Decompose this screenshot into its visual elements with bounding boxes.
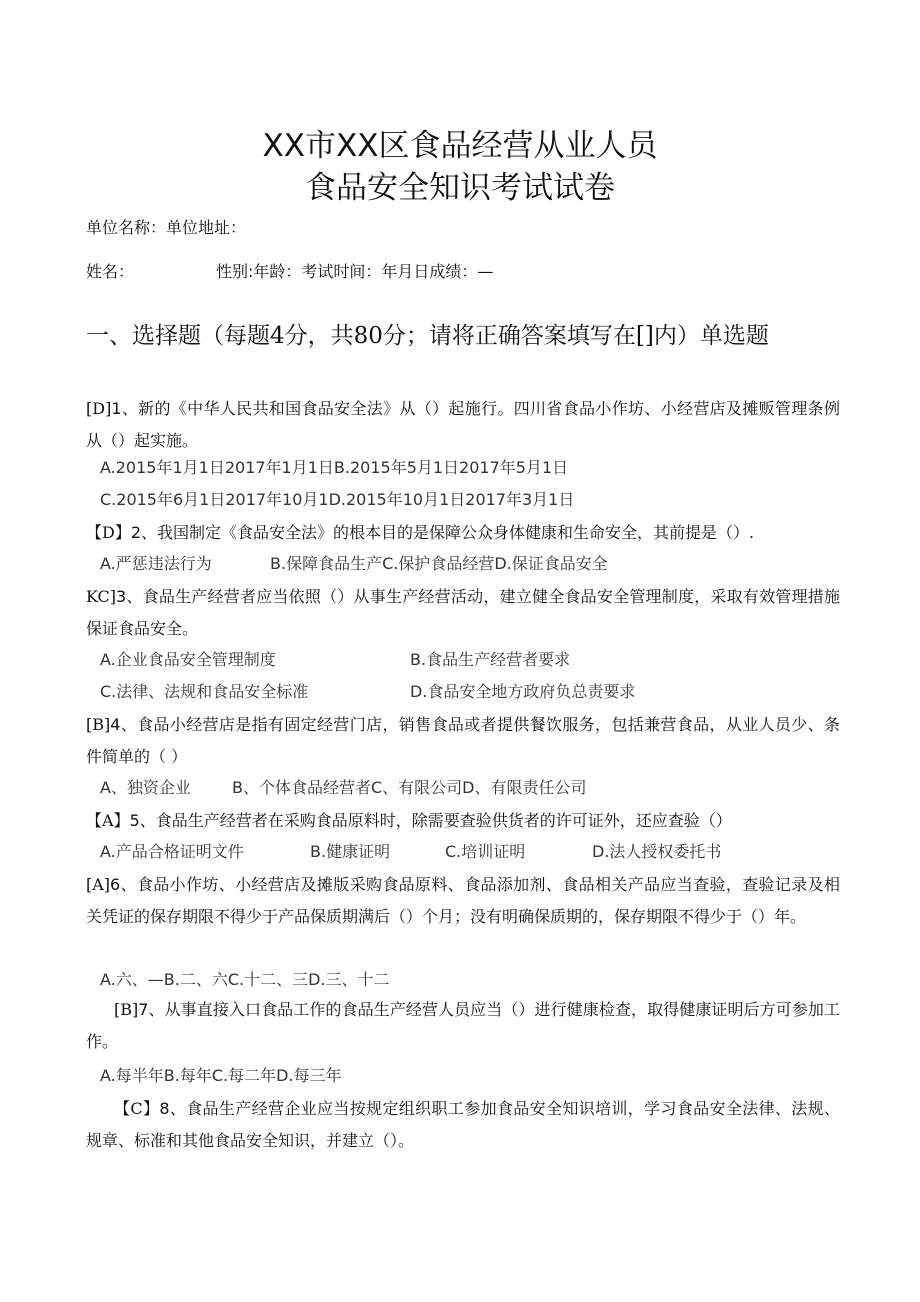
question-7-options: A.每半年B.每年C.每二年D.每三年 [100, 1066, 342, 1085]
question-6 [86, 869, 840, 933]
unit-info-line: 单位名称：单位地址： [86, 218, 247, 237]
question-1-options-row-1: A.2015年1月1日2017年1月1日B.2015年5月1日2017年5月1日 [100, 458, 569, 477]
question-3-option-d: D.食品安全地方政府负总责要求 [410, 682, 636, 701]
question-text: 4、食品小经营店是指有固定经营门店，销售食品或者提供餐饮服务，包括兼营食品，从业人员少、条件简单的（ ） [86, 715, 840, 766]
question-5 [86, 805, 840, 837]
question-6-options: A.六、—B.二、六C.十二、三D.三、十二 [100, 970, 390, 989]
question-1 [86, 393, 840, 457]
question-3-option-c: C.法律、法规和食品安全标准 [100, 682, 309, 701]
answer-mark: 【C】 [114, 1099, 160, 1118]
name-label: 姓名： [86, 262, 135, 281]
answer-mark: [A] [86, 875, 111, 894]
answer-mark: 【D】 [86, 523, 131, 542]
question-1-options-row-2: C.2015年6月1日2017年10月1D.2015年10月1日2017年3月1日 [100, 490, 575, 509]
document-title-line-1: XX市XX区食品经营从业人员 [262, 128, 658, 164]
answer-mark: [B] [114, 1000, 139, 1019]
question-2-options-bcd: B.保障食品生产C.保护食品经营D.保证食品安全 [270, 554, 608, 573]
document-title-line-2: 食品安全知识考试试卷 [305, 170, 615, 206]
question-5-option-c: C.培训证明 [445, 842, 526, 861]
question-2 [86, 517, 840, 549]
question-5-option-a: A.产品合格证明文件 [100, 842, 244, 861]
question-7 [86, 994, 840, 1058]
question-4-options-bcd: B、个体食品经营者C、有限公司D、有限责任公司 [232, 778, 587, 797]
question-5-option-d: D.法人授权委托书 [592, 842, 722, 861]
question-text: 5、食品生产经营者在采购食品原料时，除需要查验供货者的许可证外，还应查验（） [129, 811, 732, 830]
answer-mark: [D] [86, 399, 112, 418]
question-2-option-a: A.严惩违法行为 [100, 554, 212, 573]
question-4 [86, 709, 840, 773]
question-text: 2、我国制定《食品安全法》的根本目的是保障公众身体健康和生命安全，其前提是（）. [130, 523, 755, 542]
question-3 [86, 581, 840, 645]
question-3-option-a: A.企业食品安全管理制度 [100, 650, 276, 669]
question-text: 8、食品生产经营企业应当按规定组织职工参加食品安全知识培训，学习食品安全法律、法规、规章、标准和其他食品安全知识，并建立（）。 [86, 1099, 840, 1150]
question-text: 7、从事直接入口食品工作的食品生产经营人员应当（）进行健康检查，取得健康证明后方可参加工作。 [86, 1000, 840, 1051]
section-heading: 一、选择题（每题4分，共80分；请将正确答案填写在[]内）单选题 [86, 323, 769, 349]
answer-mark: [B] [86, 715, 111, 734]
question-3-option-b: B.食品生产经营者要求 [410, 650, 571, 669]
question-text: 6、食品小作坊、小经营店及摊版采购食品原料、食品添加剂、食品相关产品应当查验，查验记录及相关凭证的保存期限不得少于产品保质期满后（）个月；没有明确保质期的，保存期限不得少于（）年。 [86, 875, 840, 926]
question-5-option-b: B.健康证明 [310, 842, 391, 861]
answer-mark: KC] [86, 587, 117, 606]
question-8 [86, 1093, 840, 1157]
personal-info-line: 性别:年龄：考试时间：年月日成绩：— [216, 262, 494, 281]
question-4-option-a: A、独资企业 [100, 778, 191, 797]
question-text: 3、食品生产经营者应当依照（）从事生产经营活动，建立健全食品安全管理制度，采取有效管理措施保证食品安全。 [86, 587, 840, 638]
question-text: 1、新的《中华人民共和国食品安全法》从（）起施行。四川省食品小作坊、小经营店及摊贩管理条例从（）起实施。 [86, 399, 840, 450]
answer-mark: 【A】 [86, 811, 130, 830]
